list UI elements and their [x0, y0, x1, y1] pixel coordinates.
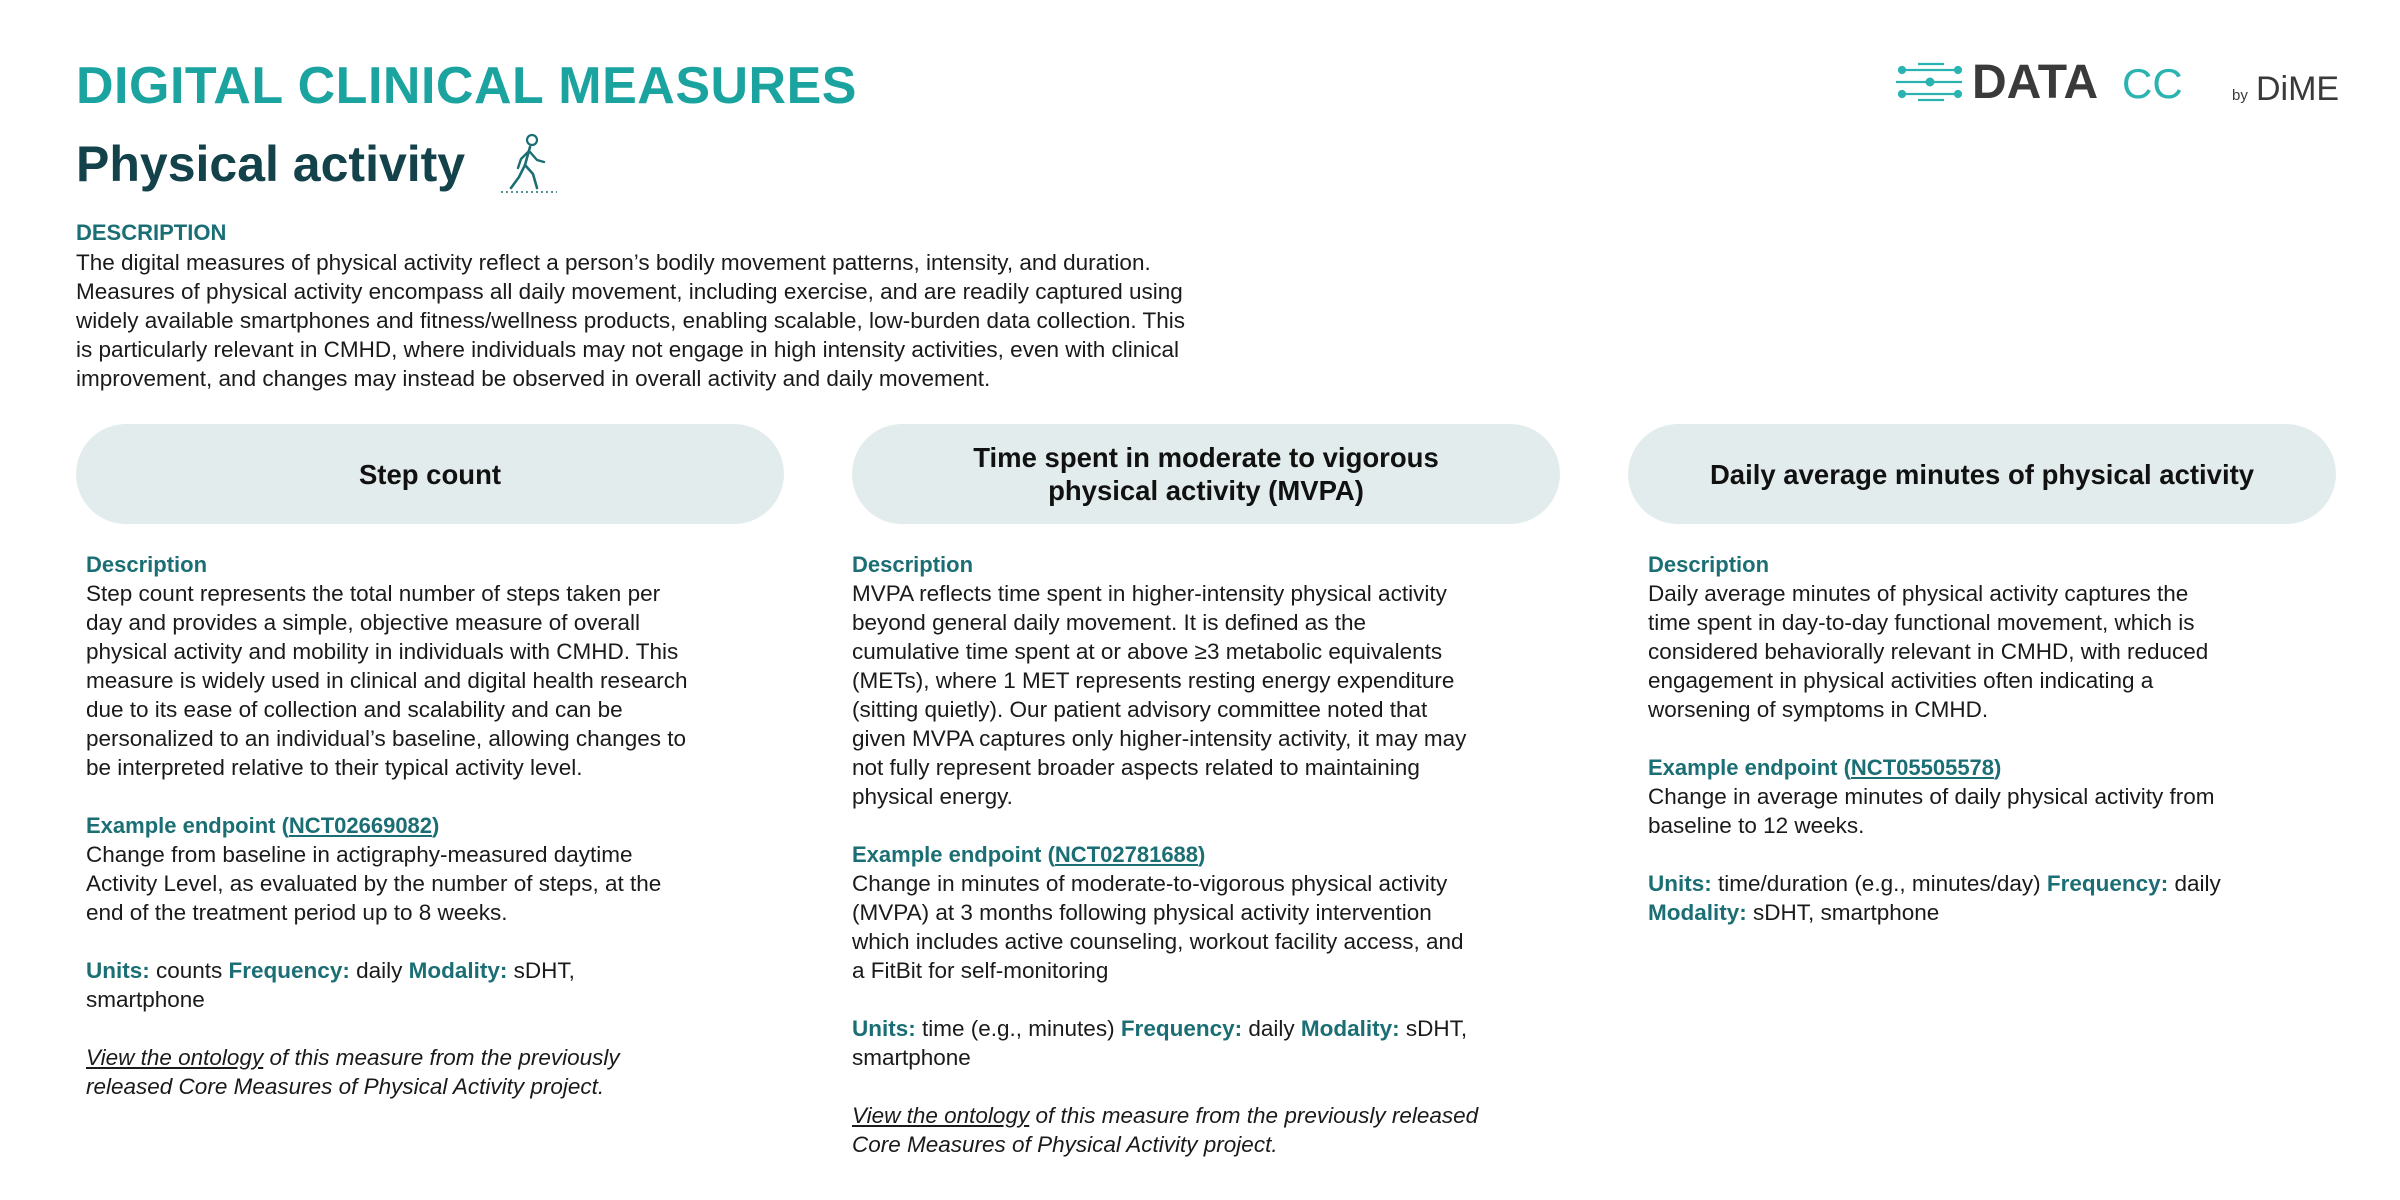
- measure-title: Step count: [358, 458, 502, 490]
- intro-section: [76, 220, 1356, 393]
- measure-body: [76, 550, 784, 1101]
- measure-card-mvpa: [852, 424, 1560, 1159]
- intro-line: is particularly relevant in CMHD, where individuals may not engage in high intensity activities, even with clinical: [76, 337, 1180, 362]
- logo-partner: DiME: [2256, 70, 2340, 108]
- measure-card-daily-minutes: [1628, 424, 2336, 927]
- page-kicker: DIGITAL CLINICAL MEASURES: [76, 57, 857, 115]
- page-title: Physical activity: [76, 136, 466, 192]
- endpoint-text: Change from baseline in actigraphy-measured daytime Activity Level, as evaluated by the number of steps, at the end of the treatment period up to 8 weeks.: [86, 842, 662, 925]
- measure-card-step-count: [76, 424, 784, 1101]
- intro-line: widely available smartphones and fitness/wellness products, enabling scalable, low-burden data collection. This: [76, 308, 1185, 333]
- measure-title: Daily average minutes of physical activity: [1709, 458, 2255, 490]
- measure-meta: Units: time/duration (e.g., minutes/day) Frequency: daily Modality: sDHT, smartphone: [1648, 871, 2221, 925]
- description-label: Description: [86, 552, 208, 577]
- ontology-note: View the ontology of this measure from the previously released Core Measures of Physical Activity project.: [852, 1103, 1479, 1157]
- measure-body: [852, 550, 1560, 1159]
- ontology-note: View the ontology of this measure from the previously released Core Measures of Physical Activity project.: [86, 1045, 620, 1099]
- description-text: MVPA reflects time spent in higher-intensity physical activity beyond general daily movement. It is defined as the cumulative time spent at or above ≥3 metabolic equivalents (METs), where 1 MET represents resting energy expenditure (sitting quietly). Our patient advisory committee noted that given MVPA captures only higher-intensity activity, it may may not fully represent broader aspects related to maintaining physical energy.: [852, 581, 1467, 809]
- circuit-icon: [1896, 64, 1962, 100]
- datacc-dime-logo: [1896, 52, 2346, 112]
- intro-line: improvement, and changes may instead be observed in overall activity and daily movement.: [76, 366, 991, 391]
- measure-meta: Units: time (e.g., minutes) Frequency: daily Modality: sDHT, smartphone: [852, 1016, 1468, 1070]
- measure-meta: Units: counts Frequency: daily Modality: sDHT, smartphone: [86, 958, 575, 1012]
- measure-body: [1628, 550, 2336, 927]
- description-label: Description: [1648, 552, 1770, 577]
- measure-title-pill: [76, 424, 784, 524]
- endpoint-label: Example endpoint (NCT02669082): [86, 813, 440, 838]
- endpoint-label: Example endpoint (NCT02781688): [852, 842, 1206, 867]
- logo-brand-b: CC: [2122, 60, 2183, 107]
- endpoint-label: Example endpoint (NCT05505578): [1648, 755, 2002, 780]
- endpoint-link[interactable]: NCT05505578: [1850, 755, 1995, 780]
- endpoint-link[interactable]: NCT02669082: [288, 813, 433, 838]
- title-row: [76, 132, 559, 196]
- description-label: Description: [852, 552, 974, 577]
- intro-text: [76, 248, 1356, 393]
- measure-title: Time spent in moderate to vigorous physical activity (MVPA): [973, 442, 1439, 506]
- description-text: Daily average minutes of physical activity captures the time spent in day-to-day functional movement, which is considered behaviorally relevant in CMHD, with reduced engagement in physical activities often indicating a worsening of symptoms in CMHD.: [1648, 581, 2209, 722]
- intro-label: DESCRIPTION: [76, 220, 227, 245]
- description-text: Step count represents the total number of steps taken per day and provides a simple, objective measure of overall physical activity and mobility in individuals with CMHD. This measure is widely used in clinical and digital health research due to its ease of collection and scalability and can be personalized to an individual’s baseline, allowing changes to be interpreted relative to their typical activity level.: [86, 581, 688, 780]
- endpoint-text: Change in average minutes of daily physical activity from baseline to 12 weeks.: [1648, 784, 2215, 838]
- endpoint-link[interactable]: NCT02781688: [1054, 842, 1199, 867]
- walking-person-icon: [499, 132, 559, 196]
- measure-title-pill: [1628, 424, 2336, 524]
- ontology-link[interactable]: View the ontology: [86, 1045, 264, 1070]
- ontology-link[interactable]: View the ontology: [852, 1103, 1030, 1128]
- logo-brand-a: DATA: [1972, 56, 2099, 109]
- measure-title-pill: [852, 424, 1560, 524]
- logo-by: by: [2232, 87, 2248, 104]
- intro-line: Measures of physical activity encompass all daily movement, including exercise, and are readily captured using: [76, 279, 1183, 304]
- endpoint-text: Change in minutes of moderate-to-vigorous physical activity (MVPA) at 3 months following physical activity intervention which includes active counseling, workout facility access, and a FitBit for self-monitoring: [852, 871, 1464, 983]
- intro-line: The digital measures of physical activity reflect a person’s bodily movement patterns, intensity, and duration.: [76, 250, 1151, 275]
